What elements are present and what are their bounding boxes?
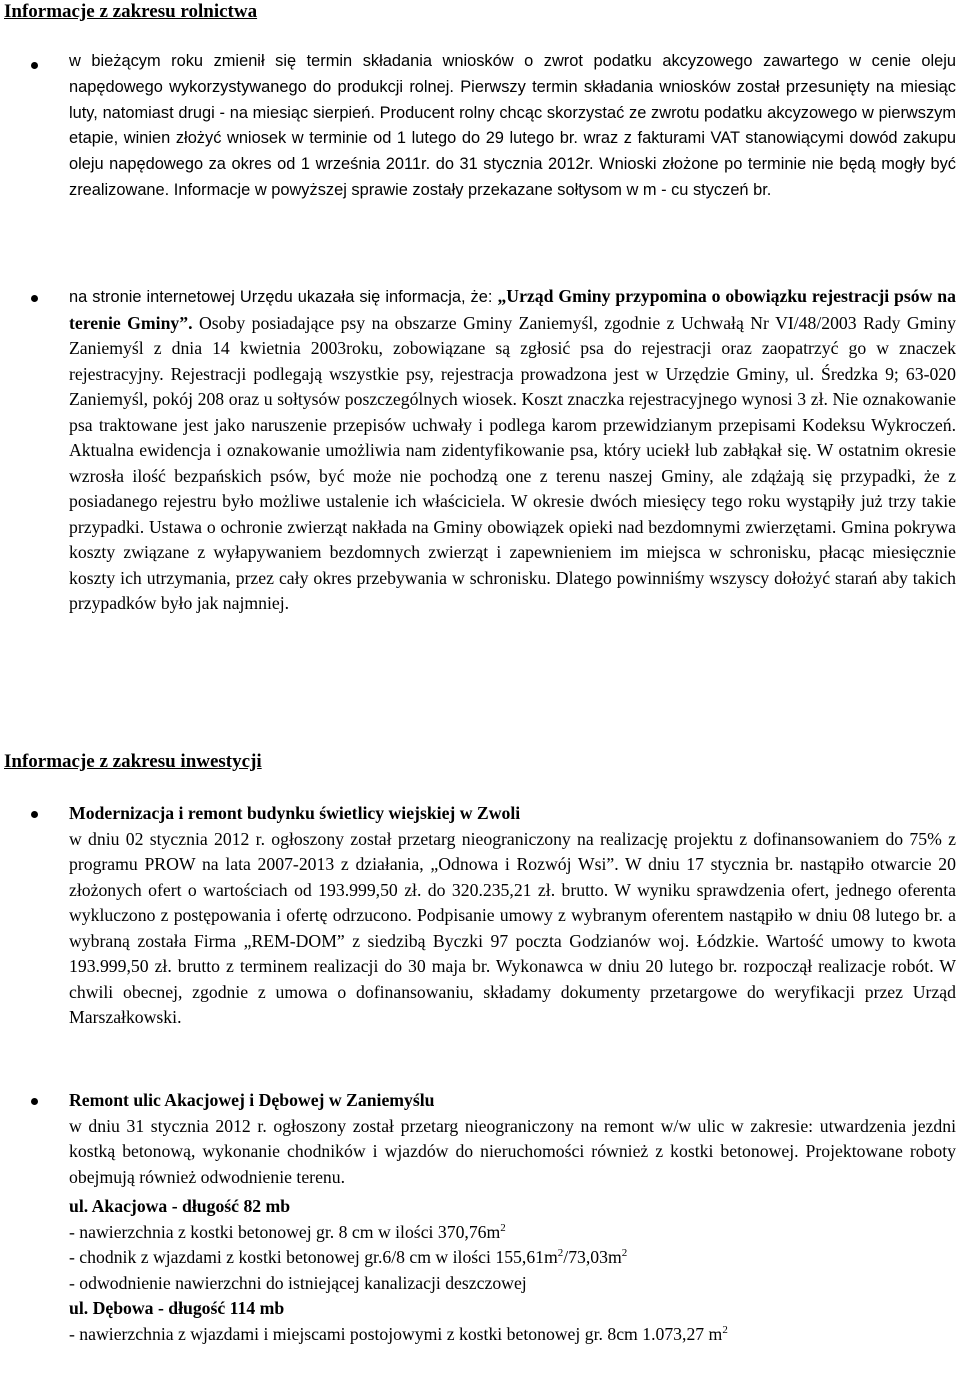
akacjowa-line-surface: - nawierzchnia z kostki betonowej gr. 8 cm w ilości $370,76m^2$ (69, 1221, 506, 1242)
community-hall-title: Modernizacja i remont budynku świetlicy wiejskiej w Zwoli (69, 803, 521, 823)
akacjowa-line-sidewalk: - chodnik z wjazdami z kostki betonowej gr.6/8 cm w ilości $155,61m^2/73,03m^2$ (69, 1247, 628, 1267)
street-repair-text: w dniu 31 stycznia 2012 r. ogłoszony został przetarg nieograniczony na remont w/w ulic w zakresie: utwardzenia jezdni kostką betonową, wykonanie chodników i wjazdów do nieruchomości również z kostki betonowej. Projektowane roboty obejmują również odwodnienie terenu. (69, 1115, 956, 1187)
akacjowa-line-drainage: - odwodnienie nawierzchni do istniejącej kanalizacji deszczowej (69, 1272, 527, 1293)
dog-registration-bold: „Urząd Gminy przypomina o obowiązku rejestracji psów na terenie Gminy”. (69, 286, 956, 333)
dog-registration-intro: na stronie internetowej Urzędu ukazała się informacja, że: (69, 288, 498, 306)
bullet-icon (31, 295, 38, 302)
list-item-tax-refund (69, 49, 956, 204)
dog-registration-rest: Osoby posiadające psy na obszarze Gminy Zaniemyśl, zgodnie z Uchwałą Nr VI/48/2003 Rady Gminy Zaniemyśl z dnia 14 kwietnia 2003roku, zobowiązane są zgłosić psa do rejestracji oraz zaopatrzyć go w znaczek rejestracyjny. Rejestracji podlegają wszystkie psy, rejestracja prowadzona jest w Urzędzie Gminy, ul. Średzka 9; 63-020 Zaniemyśl, pokój 208 oraz u sołtysów poszczególnych wiosek. Koszt znaczka rejestracyjnego wynosi 3 zł. Nie oznakowanie psa traktowane jest jako naruszenie przepisów uchwały i podlega karom przewidzianym przepisami Kodeksu Wykroczeń. Aktualna ewidencja i oznakowanie umożliwia nam zidentyfikowanie psa, który uciekł lub zabłąkał się. W ostatnim okresie wzrosła ilość bezpańskich psów, być może nie pochodzą one z terenu naszej Gminy, ale zdążają się przypadki, że z posiadanego rejestru było możliwe ustalenie ich właściciela. W okresie dwóch miesięcy tego roku wystąpiły już trzy takie przypadki. Ustawa o ochronie zwierząt nakłada na Gminy obowiązek opieki nad bezdomnymi zwierzętami. Gmina pokrywa koszty związane z wyłapywaniem bezdomnych zwierząt i zapewnieniem im miejsca w schronisku, płacąc miesięcznie koszty ich utrzymania, przez cały okres przebywania w schronisku. Dlatego powinniśmy wszyscy dołożyć starań aby takich przypadków było jak najmniej. (69, 312, 956, 613)
bullet-icon (31, 62, 38, 69)
community-hall-text: w dniu 02 stycznia 2012 r. ogłoszony został przetarg nieograniczony na realizację projektu z dofinansowaniem do 75% z programu PROW na lata 2007-2013 z działania, „Odnowa i Rozwój Wsi”. W dniu 17 stycznia br. nastąpiło otwarcie 20 złożonych ofert o wartościach od 193.999,50 zł. do 320.235,21 zł. brutto. W wyniku sprawdzenia ofert, jednego oferenta wykluczono z postępowania i ofertę odrzucono. Podpisanie umowy z wybranym oferentem nastąpiło w dniu 08 lutego br. a wybraną została Firma „REM-DOM” z siedzibą Byczki 97 poczta Godzianów woj. Łódzkie. Wartość umowy to kwota 193.999,50 zł. brutto z terminem realizacji do 30 maja br. Wykonawca w dniu 20 lutego br. rozpoczął realizacje robót. W chwili obecnej, zgodnie z umowa o dofinansowaniu, składamy dokumenty przetargowe do weryfikacji przez Urząd Marszałkowski. (69, 828, 956, 1027)
akacjowa-title: ul. Akacjowa - długość 82 mb (69, 1196, 291, 1216)
list-item-dog-registration (69, 284, 956, 617)
list-item-community-hall (69, 801, 956, 1031)
paragraph-tax-refund: w bieżącym roku zmienił się termin składania wniosków o zwrot podatku akcyzowego zawartego w cenie oleju napędowego wykorzystywanego do produkcji rolnej. Pierwszy termin składania wniosków został przesunięty na miesiąc luty, natomiast drugi - na miesiąc sierpień. Producent rolny chcąc skorzystać ze zwrotu podatku akcyzowego w pierwszym etapie, winien złożyć wniosek w terminie od 1 lutego do 29 lutego br. wraz z fakturami VAT stanowiącymi dowód zakupu oleju napędowego za okres od 1 września 2011r. do 31 stycznia 2012r. Wnioski złożone po terminie nie będą mogły być zrealizowane. Informacje w powyższej sprawie zostały przekazane sołtysom w m - cu styczeń br. (69, 52, 956, 199)
debowa-line-surface: - nawierzchnia z wjazdami i miejscami postojowymi z kostki betonowej gr. 8cm 1.073,27 $m^2$ (69, 1323, 728, 1344)
bullet-icon (31, 811, 38, 818)
section-heading-agriculture: Informacje z zakresu rolnictwa (4, 1, 258, 22)
bullet-icon (31, 1098, 38, 1105)
section-heading-investments: Informacje z zakresu inwestycji (4, 751, 262, 772)
paragraph-dog-registration (69, 284, 956, 617)
list-item-street-repair (69, 1088, 956, 1347)
street-repair-title: Remont ulic Akacjowej i Dębowej w Zaniemyślu (69, 1090, 435, 1110)
debowa-title: ul. Dębowa - długość 114 mb (69, 1298, 285, 1318)
